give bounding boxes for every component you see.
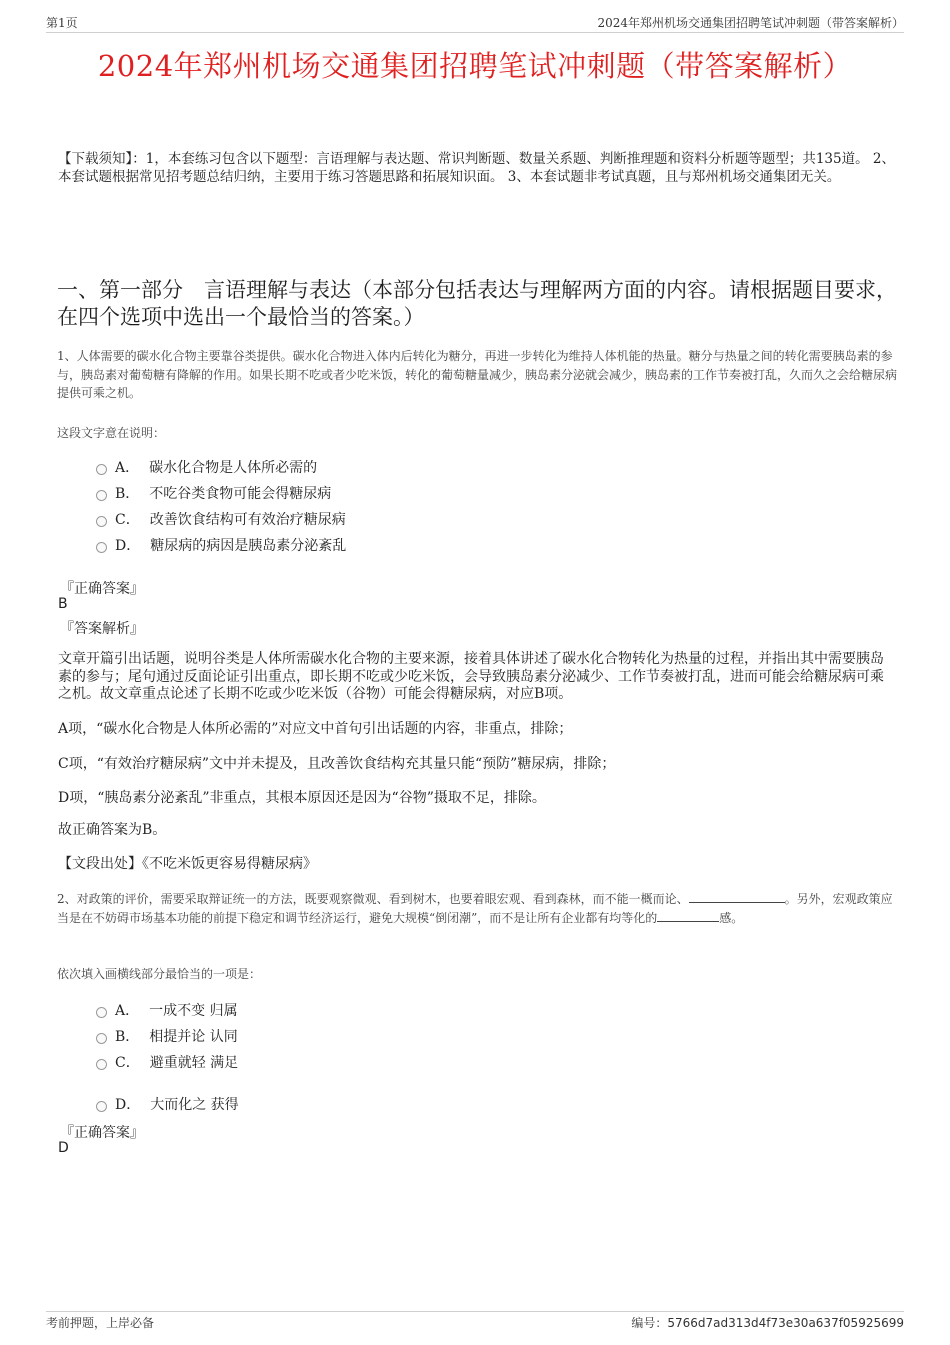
footer-slogan: 考前押题，上岸必备 (46, 1316, 155, 1330)
radio-icon[interactable] (96, 464, 107, 475)
footer-doc-code (631, 1314, 904, 1331)
question-1-text: 1、人体需要的碳水化合物主要靠谷类提供。碳水化合物进入体内后转化为糖分，再进一步转化为维持人体机能的热量。糖分与热量之间的转化需要胰岛素的参与，胰岛素对葡萄糖有降解的作用。如果长期不吃或者少吃米饭，转化的葡萄糖量减少，胰岛素分泌就会减少，胰岛素的工作节奏被打乱，久而久之会给糖尿病提供可乘之机。 (57, 349, 898, 400)
fill-blank-2 (657, 909, 719, 922)
q2-option-a[interactable]: A． 一成不变 归属 (96, 1000, 238, 1020)
q1-option-c[interactable]: C． 改善饮食结构可有效治疗糖尿病 (96, 509, 346, 529)
question-1-prompt: 这段文字意在说明： (57, 426, 166, 440)
q1-analysis-paragraph: C项，“有效治疗糖尿病”文中并未提及，且改善饮食结构充其量只能“预防”糖尿病，排除； (58, 756, 616, 772)
footer-divider (46, 1311, 904, 1312)
q1-answer-label: 『正确答案』 (60, 581, 144, 597)
q2-answer-label: 『正确答案』 (60, 1125, 144, 1141)
doc-code: 5766d7ad313d4f73e30a637f05925699 (667, 1316, 904, 1330)
radio-icon[interactable] (96, 542, 107, 553)
q1-option-b[interactable]: B． 不吃谷类食物可能会得糖尿病 (96, 483, 331, 503)
q2-answer: D (58, 1140, 69, 1156)
q2-option-d[interactable]: D． 大而化之 获得 (96, 1094, 239, 1114)
download-notice: 【下载须知】：1，本套练习包含以下题型：言语理解与表达题、常识判断题、数量关系题、判断推理题和资料分析题等题型；共135道。 2、本套试题根据常见招考题总结归纳，主要用于练习答题思路和拓展知识面。 3、本套试题非考试真题，且与郑州机场交通集团无关。 (58, 151, 895, 185)
q1-option-d[interactable]: D． 糖尿病的病因是胰岛素分泌紊乱 (96, 535, 346, 555)
section-heading: 一、第一部分 言语理解与表达（本部分包括表达与理解两方面的内容。请根据题目要求，在四个选项中选出一个最恰当的答案。） (57, 278, 897, 329)
fill-blank-1 (689, 890, 785, 903)
q1-source: 【文段出处】《不吃米饭更容易得糖尿病》 (58, 856, 317, 872)
doc-code-label: 编号： (631, 1316, 668, 1330)
q1-analysis-label: 『答案解析』 (60, 621, 144, 637)
page-number: 第1页 (46, 16, 78, 30)
question-2-prompt: 依次填入画横线部分最恰当的一项是： (57, 967, 262, 981)
page-title: 2024年郑州机场交通集团招聘笔试冲刺题（带答案解析） (97, 49, 853, 83)
q1-answer: B (58, 596, 68, 612)
radio-icon[interactable] (96, 1059, 107, 1070)
radio-icon[interactable] (96, 516, 107, 527)
radio-icon[interactable] (96, 1033, 107, 1044)
header-divider (46, 32, 904, 33)
q2-option-c[interactable]: C． 避重就轻 满足 (96, 1052, 238, 1072)
q1-analysis-paragraph: 文章开篇引出话题，说明谷类是人体所需碳水化合物的主要来源，接着具体讲述了碳水化合物转化为热量的过程，并指出其中需要胰岛素的参与；尾句通过反面论证引出重点，即长期不吃或少吃米饭，会导致胰岛素分泌减少、工作节奏被打乱，进而可能会给糖尿病可乘之机。故文章重点论述了长期不吃或少吃米饭（谷物）可能会得糖尿病，对应B项。 (58, 651, 884, 702)
radio-icon[interactable] (96, 1007, 107, 1018)
q1-option-a[interactable]: A． 碳水化合物是人体所必需的 (96, 457, 317, 477)
q2-option-b[interactable]: B． 相提并论 认同 (96, 1026, 238, 1046)
radio-icon[interactable] (96, 490, 107, 501)
q1-analysis-paragraph: D项，“胰岛素分泌紊乱”非重点，其根本原因还是因为“谷物”摄取不足，排除。 (58, 790, 546, 806)
question-2-text: 2、对政策的评价，需要采取辩证统一的方法，既要观察微观、看到树木，也要着眼宏观、看到森林，而不能一概而论、 。另外，宏观政策应当是在不妨碍市场基本功能的前提下稳定和调节经济运行，避免大规模“倒闭潮”，而不是让所有企业都有均等化的 感。 (57, 892, 893, 925)
header-doc-title: 2024年郑州机场交通集团招聘笔试冲刺题（带答案解析） (597, 16, 904, 30)
q1-analysis-paragraph: A项，“碳水化合物是人体所必需的”对应文中首句引出话题的内容，非重点，排除； (58, 721, 573, 737)
q1-analysis-paragraph: 故正确答案为B。 (58, 822, 167, 838)
radio-icon[interactable] (96, 1101, 107, 1112)
